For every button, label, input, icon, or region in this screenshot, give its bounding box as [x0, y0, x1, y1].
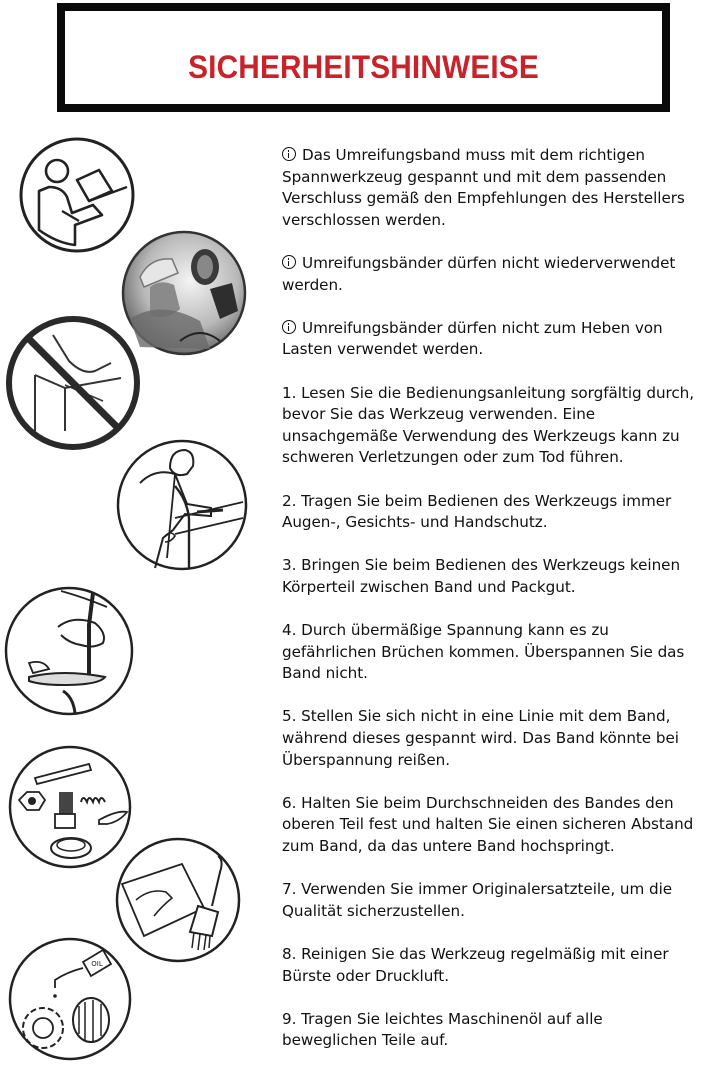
oil-label: OIL — [91, 960, 103, 968]
instruction-2: 2. Tragen Sie beim Bedienen des Werkzeugs immer Augen-, Gesichts- und Handschutz. — [282, 491, 672, 532]
note-2 — [282, 253, 702, 296]
note-1 — [282, 145, 702, 231]
instruction-8: 8. Reinigen Sie das Werkzeug regelmäßig mit einer Bürste oder Druckluft. — [282, 944, 669, 985]
cleaning-icon — [114, 836, 242, 964]
note-text: Umreifungsbänder dürfen nicht zum Heben von Lasten verwendet werden. — [282, 318, 663, 359]
instruction-5: 5. Stellen Sie sich nicht in eine Linie mit dem Band, während dieses gespannt wird. Das Band könnte bei Überspannung reißen. — [282, 707, 679, 769]
instruction-6: 6. Halten Sie beim Durchschneiden des Bandes den oberen Teil fest und halten Sie einen sicheren Abstand zum Band, da das untere Band hochspringt. — [282, 793, 694, 855]
info-icon — [282, 320, 296, 334]
page-title: SICHERHEITSHINWEISE — [188, 49, 539, 85]
illustration-column — [0, 0, 270, 1067]
instruction-7: 7. Verwenden Sie immer Originalersatzteile, um die Qualität sicherzustellen. — [282, 880, 673, 920]
no-lifting-icon — [3, 313, 143, 453]
info-icon — [282, 255, 296, 269]
note-text: Umreifungsbänder dürfen nicht wiederverwendet werden. — [282, 253, 676, 294]
hand-strap-icon — [3, 585, 135, 717]
read-manual-icon — [17, 135, 137, 255]
instruction-1: 1. Lesen Sie die Bedienungsanleitung sorgfältig durch, bevor Sie das Werkzeug verwenden. Eine unsachgemäße Verwendung des Werkzeugs kann zu schweren Verletzungen oder zum Tod führen. — [282, 383, 695, 467]
info-icon — [282, 147, 296, 161]
safety-text-column — [282, 145, 702, 1074]
instruction-9: 9. Tragen Sie leichtes Maschinenöl auf alle beweglichen Teile auf. — [282, 1009, 603, 1050]
instruction-3: 3. Bringen Sie beim Bedienen des Werkzeugs keinen Körperteil zwischen Band und Packgut. — [282, 556, 681, 596]
oiling-icon — [7, 936, 133, 1062]
worker-tensioning-icon — [115, 438, 249, 572]
note-text: Das Umreifungsband muss mit dem richtigen Spannwerkzeug gespannt und mit dem passenden Verschluss gemäß den Empfehlungen des Herstellers verschlossen werden. — [282, 146, 685, 229]
instruction-4: 4. Durch übermäßige Spannung kann es zu gefährlichen Brüchen kommen. Überspannen Sie das Band nicht. — [282, 621, 685, 683]
note-3 — [282, 318, 702, 361]
